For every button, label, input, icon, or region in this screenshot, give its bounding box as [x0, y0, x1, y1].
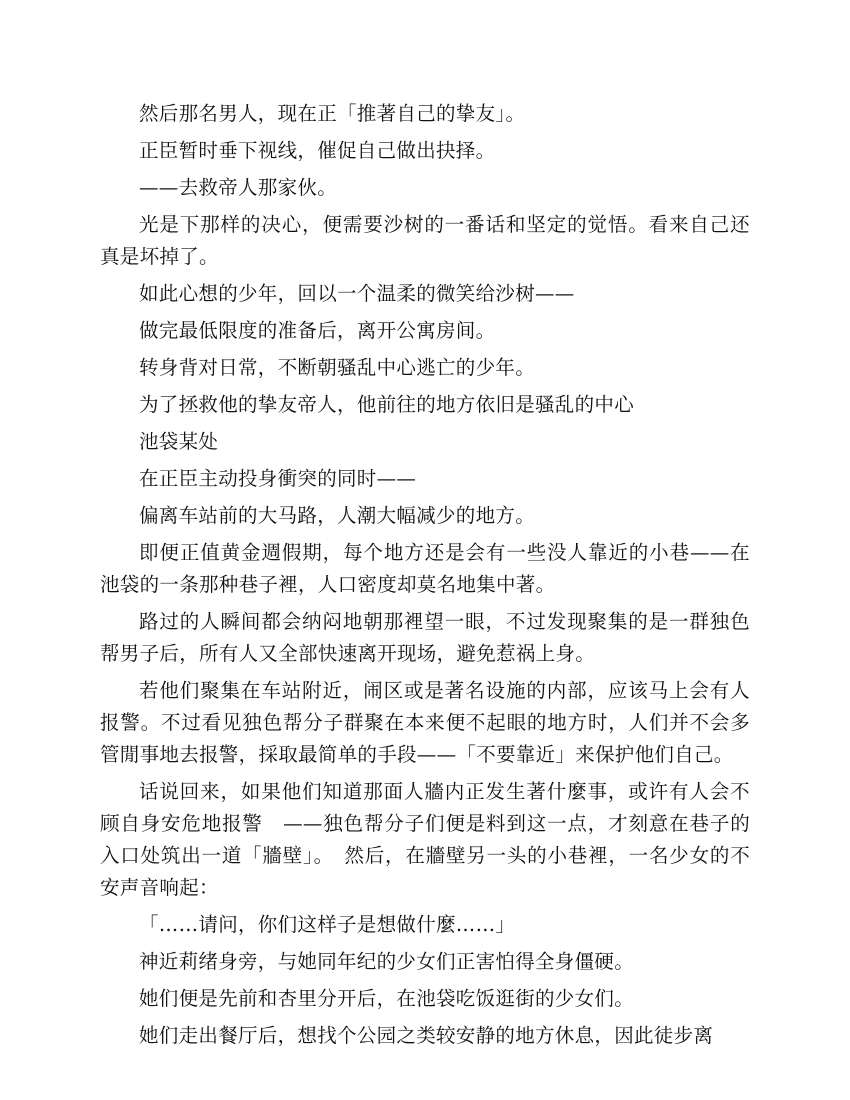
paragraph: 在正臣主动投身衝突的同时——	[139, 467, 417, 490]
paragraph: 话说回来，如果他们知道那面人牆内正发生著什麼事，或许有人会不顾自身安危地报警 ——独色帮分子们便是料到这一点，才刻意在巷子的入口处筑出一道「牆壁」。 然后，在牆壁另一头的小巷裡，一名少女的不安声音响起：	[100, 780, 750, 899]
paragraph: 为了拯救他的挚友帝人，他前往的地方依旧是骚乱的中心	[139, 393, 635, 416]
paragraph: 偏离车站前的大马路，人潮大幅减少的地方。	[139, 504, 536, 527]
paragraph: 转身背对日常，不断朝骚乱中心逃亡的少年。	[139, 356, 536, 379]
paragraph: 路过的人瞬间都会纳闷地朝那裡望一眼，不过发现聚集的是一群独色帮男子后，所有人又全部快速离开现场，避免惹祸上身。	[100, 610, 750, 665]
dialogue-line: 「……请问，你们这样子是想做什麼……」	[139, 913, 516, 936]
paragraph: 光是下那样的决心，便需要沙树的一番话和坚定的觉悟。看来自己还真是坏掉了。	[100, 213, 750, 268]
section-heading: 池袋某处	[139, 430, 219, 453]
paragraph: 做完最低限度的准备后，离开公寓房间。	[139, 319, 496, 342]
paragraph: 若他们聚集在车站附近，闹区或是著名设施的内部，应该马上会有人报警。不过看见独色帮分子群聚在本来便不起眼的地方时，人们并不会多管閒事地去报警，採取最简单的手段——「不要靠近」来保护他们自己。	[100, 679, 750, 766]
paragraph: 如此心想的少年，回以一个温柔的微笑给沙树——	[139, 282, 575, 305]
paragraph: 她们便是先前和杏里分开后，在池袋吃饭逛街的少女们。	[139, 987, 635, 1010]
paragraph: 正臣暂时垂下视线，催促自己做出抉择。	[139, 139, 496, 162]
paragraph: 神近莉绪身旁，与她同年纪的少女们正害怕得全身僵硬。	[139, 950, 635, 973]
paragraph: 即便正值黄金週假期，每个地方还是会有一些没人靠近的小巷——在池袋的一条那种巷子裡，人口密度却莫名地集中著。	[100, 541, 750, 596]
paragraph: 她们走出餐厅后，想找个公园之类较安静的地方休息，因此徒步离	[139, 1024, 714, 1047]
paragraph: ——去救帝人那家伙。	[139, 176, 337, 199]
paragraph: 然后那名男人，现在正「推著自己的挚友」。	[139, 102, 526, 125]
body-text	[100, 98, 750, 1057]
